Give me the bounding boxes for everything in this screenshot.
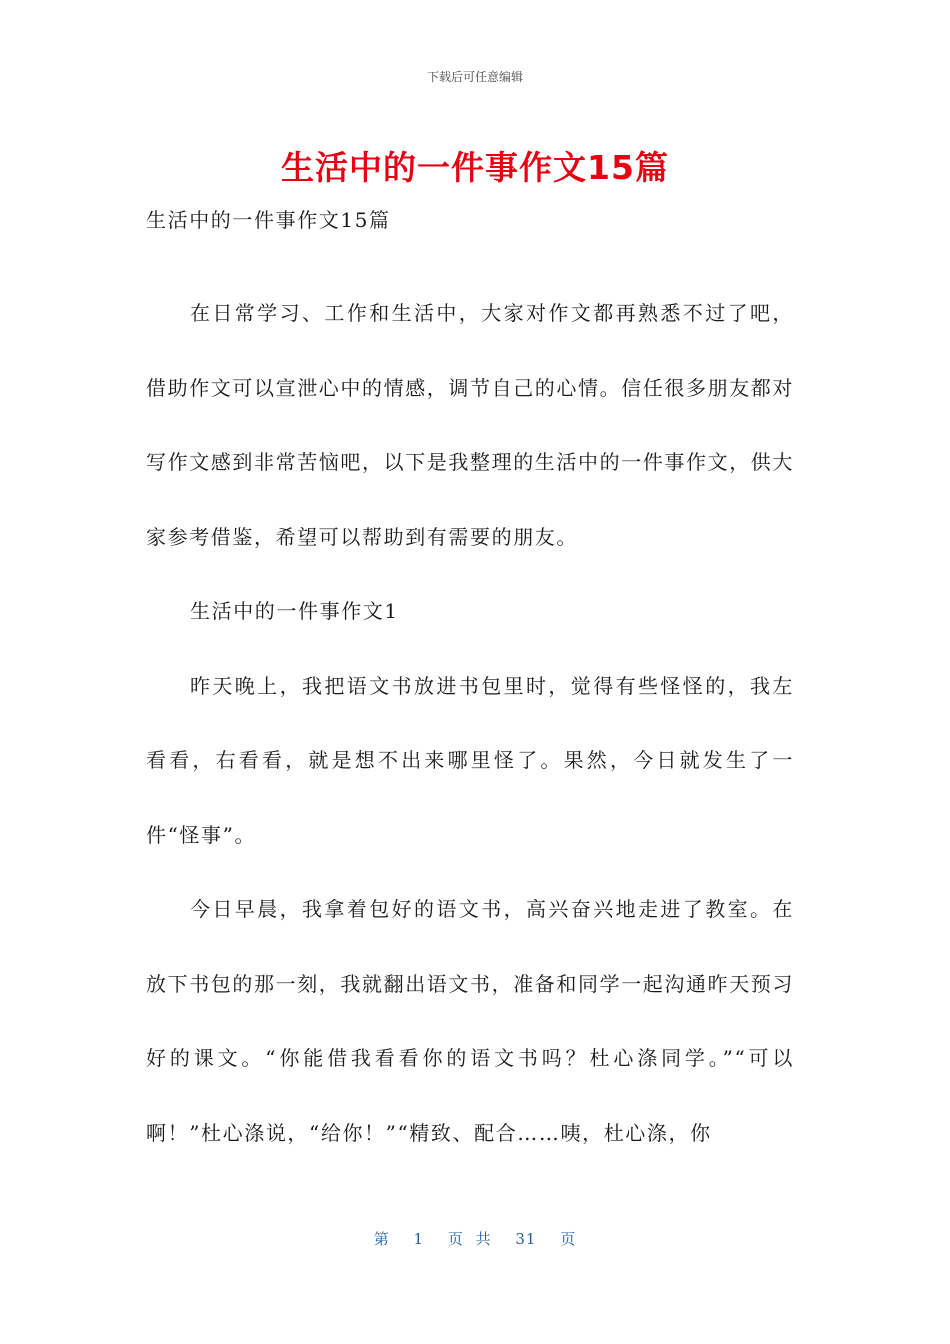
document-title: 生活中的一件事作文15篇 (281, 148, 669, 187)
footer-total-pages: 31 (515, 1230, 537, 1248)
footer-label-end: 页 (560, 1230, 577, 1248)
footer-label-mid: 页 共 (447, 1230, 492, 1248)
page-footer (0, 1228, 950, 1249)
footer-current-page: 1 (413, 1230, 425, 1248)
header-note: 下载后可任意编辑 (426, 70, 523, 84)
document-body (146, 200, 794, 1170)
paragraph: 昨天晚上，我把语文书放进书包里时，觉得有些怪怪的，我左看看，右看看，就是想不出来哪里怪了。果然，今日就发生了一件“怪事”。 (146, 673, 794, 847)
paragraph: 今日早晨，我拿着包好的语文书，高兴奋兴地走进了教室。在放下书包的那一刻，我就翻出语文书，准备和同学一起沟通昨天预习好的课文。“你能借我看看你的语文书吗？杜心涤同学。”“可以啊！”杜心涤说，“给你！”“精致、配合……咦，杜心涤，你 (146, 897, 794, 1145)
footer-label-page: 第 (373, 1230, 390, 1248)
document-subtitle: 生活中的一件事作文15篇 (146, 208, 391, 232)
section-heading: 生活中的一件事作文1 (190, 599, 399, 623)
paragraph-intro: 在日常学习、工作和生活中，大家对作文都再熟悉不过了吧，借助作文可以宣泄心中的情感，调节自己的心情。信任很多朋友都对写作文感到非常苦恼吧，以下是我整理的生活中的一件事作文，供大家参考借鉴，希望可以帮助到有需要的朋友。 (146, 301, 794, 549)
